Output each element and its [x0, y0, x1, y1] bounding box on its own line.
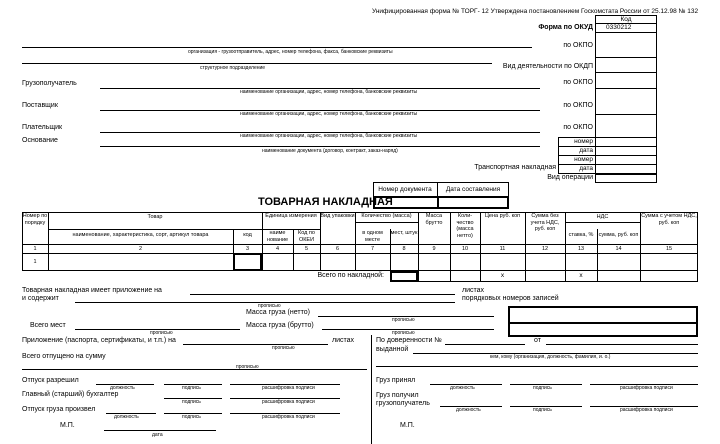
okpo-label-3: по ОКПО [563, 102, 593, 109]
released-hint: прописью [236, 364, 259, 370]
number-label-1: номер [574, 138, 593, 145]
basis-hint: наименование документа (договор, контракт, заказ-наряд) [262, 148, 398, 154]
supplier-hint: наименование организации, адрес, номер телефона, банковские реквизиты [240, 111, 418, 117]
col-num-11: 11 [499, 246, 506, 252]
th-sum-novat: Сумма без учета НДС, руб. коп [530, 213, 560, 232]
col-num-5: 5 [304, 246, 309, 252]
gross-hint: прописью [392, 330, 415, 336]
payer-label: Плательщик [22, 124, 63, 131]
chief-decode-hint: расшифровка подписи [262, 399, 315, 405]
appendix-label: Приложение (паспорта, сертификаты, и т.п.) на [22, 337, 176, 344]
net-hint: прописью [392, 317, 415, 323]
received-decode-hint: расшифровка подписи [620, 407, 673, 413]
accepted-sign-hint: подпись [533, 385, 552, 391]
unified-form-note: Унифицированная форма № ТОРГ- 12 Утверждена постановлением Госкомстата России от 25.12.98 № 132 [372, 8, 699, 15]
th-goods-name: наименование, характеристика, сорт, артикул товара [72, 232, 209, 238]
stamp-left: М.П. [60, 422, 75, 429]
col-num-10: 10 [461, 246, 469, 252]
stamp-right: М.П. [400, 422, 415, 429]
col-num-7: 7 [370, 246, 375, 252]
chief-sign-hint: подпись [182, 399, 201, 405]
okpo-label-2: по ОКПО [563, 79, 593, 86]
okpo-label-1: по ОКПО [563, 42, 593, 49]
th-vat-sum: сумма, руб. коп [598, 232, 639, 238]
operation-box [595, 174, 657, 183]
total-places-cell [390, 271, 418, 282]
released-label: Всего отпущено на сумму [22, 353, 106, 360]
sheets-label: листах [462, 287, 485, 294]
th-net: Коли- чество (масса нетто) [456, 213, 474, 239]
payer-hint: наименование организации, адрес, номер телефона, банковские реквизиты [240, 133, 418, 139]
okud-code: 0330212 [606, 24, 632, 31]
net-label: Масса груза (нетто) [246, 309, 310, 316]
doc-number-label: Номер документа [378, 186, 432, 193]
date-hint: дата [152, 432, 163, 438]
org-hint: организация - грузоотправитель, адрес, номер телефона, факса, банковские реквизиты [188, 49, 393, 55]
th-gross: Масса брутто [425, 213, 443, 226]
number-label-2: номер [574, 156, 593, 163]
transport-label: Транспортная накладная [474, 164, 556, 171]
records-label: порядковых номеров записей [462, 295, 559, 302]
col-num-3: 3 [245, 246, 250, 252]
th-goods: Товар [147, 214, 163, 220]
okud-label: Форма по ОКУД [538, 24, 593, 31]
th-qty-one: в одном месте [362, 230, 383, 243]
attach-label: Товарная накладная имеет приложение на [22, 287, 162, 294]
releaser-decode-hint: расшифровка подписи [262, 414, 315, 420]
allowed-position-hint: должность [110, 385, 135, 391]
attorney-label: По доверенности № [376, 337, 442, 344]
cargo-received-label: Груз получил грузополучатель [376, 392, 430, 407]
allowed-decode-hint: расшифровка подписи [262, 385, 315, 391]
th-code: код [243, 232, 252, 238]
col-num-1: 1 [33, 246, 37, 252]
appendix-hint: прописью [272, 345, 295, 351]
chief-acc-label: Главный (старший) бухгалтер [22, 391, 119, 398]
operation-label: Вид операции [547, 174, 593, 181]
sheets2-label: листах [332, 337, 355, 344]
accepted-decode-hint: расшифровка подписи [620, 385, 673, 391]
contains-hint: прописью [258, 303, 281, 309]
th-qty: Количество (масса) [361, 213, 412, 219]
division-hint: структурное подразделение [200, 65, 266, 71]
allowed-sign-hint: подпись [182, 385, 201, 391]
total-x-2: x [579, 272, 583, 279]
okpo-label-4: по ОКПО [563, 124, 593, 131]
issued-hint: кем, кому (организация, должность, фамилия, и. о.) [490, 354, 611, 360]
date-label-2: дата [579, 165, 593, 172]
total-label: Всего по накладной: [317, 272, 384, 279]
col-num-8: 8 [402, 246, 406, 252]
th-price: Цена руб. коп [484, 213, 521, 219]
total-x-1: x [500, 272, 505, 279]
places-hint: прописью [150, 330, 173, 336]
received-position-hint: должность [456, 407, 481, 413]
gross-label: Масса груза (брутто) [246, 322, 314, 329]
date-label-1: дата [579, 147, 593, 154]
th-vat: НДС [596, 214, 609, 220]
col-num-14: 14 [615, 246, 622, 252]
col-num-13: 13 [577, 246, 585, 252]
totals-row [390, 271, 698, 282]
basis-label: Основание [22, 137, 58, 144]
issued-label: выданной [376, 346, 409, 353]
col-num-6: 6 [335, 246, 340, 252]
doc-date-label: Дата составления [445, 186, 501, 193]
received-sign-hint: подпись [533, 407, 552, 413]
cargo-accepted-label: Груз принял [376, 377, 416, 384]
releaser-position-hint: должность [114, 414, 139, 420]
okdp-label: Вид деятельности по ОКДП [502, 63, 593, 70]
col-num-9: 9 [432, 246, 436, 252]
supplier-label: Поставщик [22, 102, 58, 109]
col-num-15: 15 [665, 246, 673, 252]
doc-title: ТОВАРНАЯ НАКЛАДНАЯ [258, 196, 393, 208]
th-qty-places: мест, штук [390, 230, 418, 236]
th-number: Номер по порядку [22, 213, 48, 226]
col-num-12: 12 [541, 246, 549, 252]
th-sum-vat: Сумма с учетом НДС, руб. коп [641, 213, 697, 226]
row-1-code-cell[interactable] [233, 253, 262, 271]
consignee-label: Грузополучатель [22, 80, 77, 87]
places-label: Всего мест [30, 322, 66, 329]
contains-label: и содержит [22, 295, 59, 302]
from-label: от [534, 337, 541, 344]
th-unit-okei: Код по ОКЕИ [298, 230, 315, 243]
th-unit-name: наиме нование [266, 230, 289, 243]
release-allowed-label: Отпуск разрешил [22, 377, 79, 384]
code-column [595, 15, 657, 174]
th-vat-rate: ставка, % [568, 232, 594, 238]
row-1-number: 1 [33, 259, 37, 265]
releaser-sign-hint: подпись [182, 414, 201, 420]
col-num-4: 4 [275, 246, 280, 252]
th-pack: Вид упаковки [320, 213, 355, 219]
col-num-2: 2 [138, 246, 143, 252]
accepted-position-hint: должность [450, 385, 475, 391]
th-unit: Единица измерения [265, 213, 317, 219]
consignee-hint: наименование организации, адрес, номер телефона, банковские реквизиты [240, 89, 418, 95]
code-header: Код [620, 16, 632, 23]
doc-num-value-box [373, 196, 509, 209]
released-by-label: Отпуск груза произвел [22, 406, 96, 413]
